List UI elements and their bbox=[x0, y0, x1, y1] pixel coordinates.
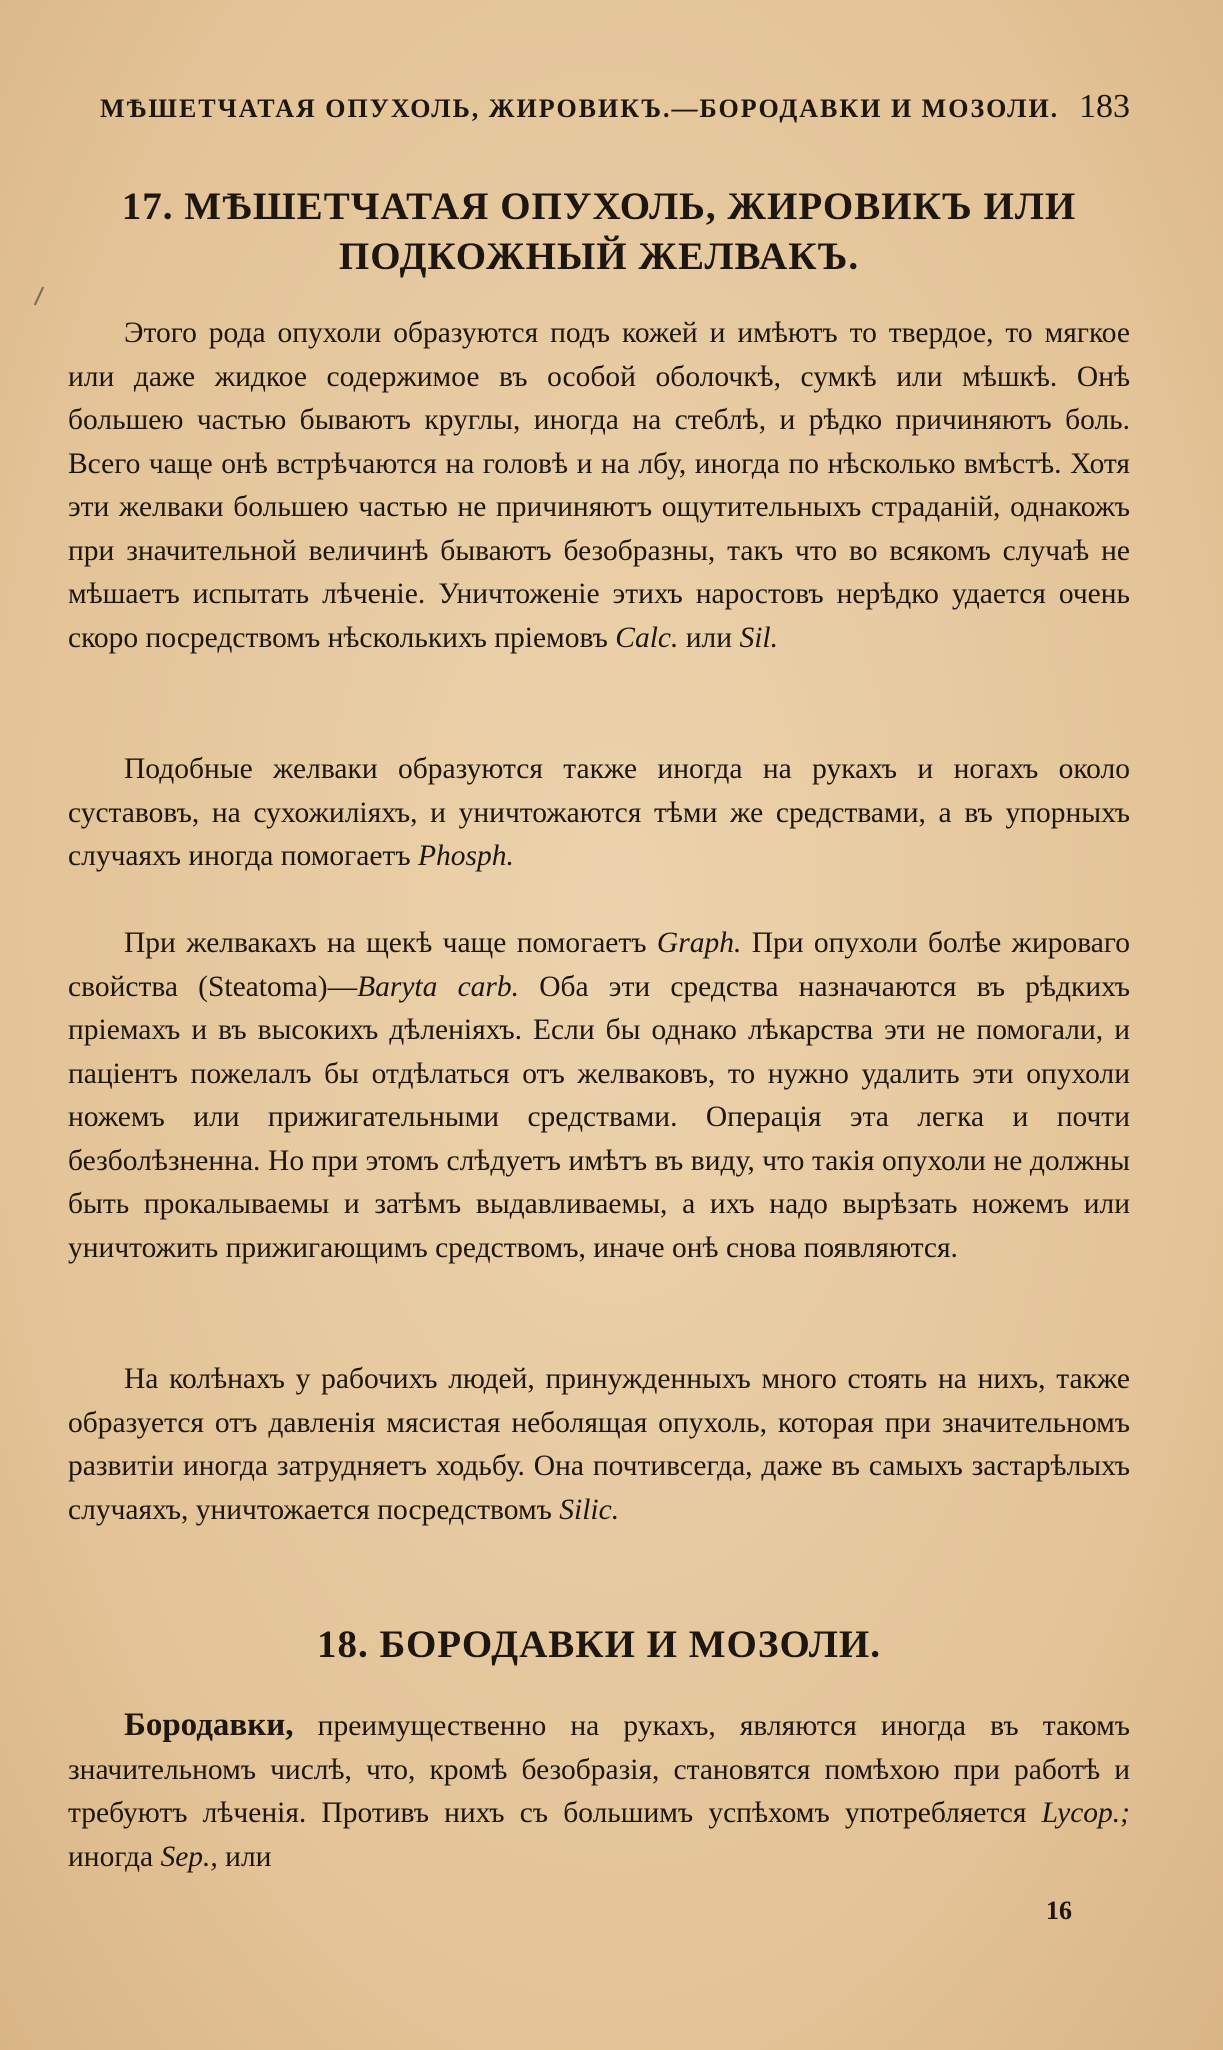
paragraph-1 bbox=[68, 312, 1130, 660]
remedy-sep: Sep., bbox=[160, 1840, 218, 1873]
paragraph-3-text-c: Оба эти средства назначаются въ рѣдкихъ пріемахъ и въ высокихъ дѣленіяхъ. Если бы однако лѣкарства эти не помогали, и паціентъ пожелалъ бы отдѣлаться отъ желваковъ, то нужно удалить эти опухоли ножемъ или прижигательными средствами. Операція эта легка и почти безболѣзненна. Но при этомъ слѣдуетъ имѣтъ въ виду, что такія опухоли не должны быть прокалываемы и затѣмъ выдавливаемы, а ихъ надо вырѣзать ножемъ или уничтожить прижигающимъ средствомъ, иначе онѣ снова появляются. bbox=[68, 970, 1130, 1264]
section-17-title-line2: ПОДКОЖНЫЙ ЖЕЛВАКЪ. bbox=[338, 235, 860, 278]
remedy-sil: Sil. bbox=[739, 621, 778, 654]
running-head bbox=[100, 88, 1130, 125]
remedy-baryta-carb: Baryta carb. bbox=[357, 970, 520, 1003]
remedy-lycop: Lycop.; bbox=[1041, 1797, 1131, 1829]
running-head-text: МѢШЕТЧАТАЯ ОПУХОЛЬ, ЖИРОВИКЪ.—БОРОДАВКИ И МОЗОЛИ. bbox=[100, 94, 1060, 123]
section-18-title: 18. БОРОДАВКИ И МОЗОЛИ. bbox=[316, 1623, 882, 1666]
paragraph-3-text-b: При опухоли болѣе жироваго свойства (Steatoma)— bbox=[68, 927, 1131, 1003]
paragraph-5 bbox=[68, 1704, 1130, 1879]
margin-mark bbox=[34, 287, 44, 306]
section-17-title bbox=[68, 182, 1130, 282]
paragraph-5-text-a: преимущественно на рукахъ, являются иногда въ такомъ значительномъ числѣ, что, кромѣ безобразія, становятся помѣхою при работѣ и требуютъ лѣченія. Противъ нихъ съ большимъ успѣхомъ употребляется bbox=[68, 1710, 1130, 1829]
page-number: 183 bbox=[1079, 88, 1130, 125]
paragraph-1-text: Этого рода опухоли образуются подъ кожей и имѣютъ то твердое, то мягкое или даже жидкое содержимое въ особой оболочкѣ, сумкѣ или мѣшкѣ. Онѣ большею частью бываютъ круглы, иногда на стеблѣ, и рѣдко причиняютъ боль. Всего чаще онѣ встрѣчаются на головѣ и на лбу, иногда по нѣсколько вмѣстѣ. Хотя эти желваки большею частью не причиняютъ ощутительныхъ страданій, однакожъ при значительной величинѣ бываютъ безобразны, такъ что во всякомъ случаѣ не мѣшаетъ испытать лѣченіе. Уничтоженіе этихъ наростовъ нерѣдко удается очень скоро посредствомъ нѣсколькихъ пріемовъ bbox=[68, 317, 1130, 654]
remedy-calc: Calc. bbox=[615, 621, 679, 654]
lead-word: Бородавки, bbox=[124, 1707, 294, 1743]
paragraph-2 bbox=[68, 748, 1130, 879]
paragraph-3-text-a: При желвакахъ на щекѣ чаще помогаетъ bbox=[124, 927, 647, 959]
paragraph-5-text-b: иногда bbox=[68, 1840, 154, 1873]
paragraph-3 bbox=[68, 922, 1130, 1270]
remedy-silic: Silic. bbox=[559, 1493, 620, 1526]
remedy-graph: Graph. bbox=[656, 927, 742, 959]
word-or: или bbox=[685, 621, 733, 654]
remedy-phosph: Phosph. bbox=[417, 840, 514, 872]
paragraph-4-text: На колѣнахъ у рабочихъ людей, принужденныхъ много стоять на нихъ, также образуется отъ давленія мясистая неболящая опухоль, которая при значительномъ развитіи иногда затрудняетъ ходьбу. Она почтивсегда, даже въ самыхъ застарѣлыхъ случаяхъ, уничтожается посредствомъ bbox=[68, 1363, 1130, 1526]
signature-mark: 16 bbox=[1046, 1896, 1072, 1925]
paragraph-5-text-c: или bbox=[225, 1840, 272, 1873]
section-17-title-line1: 17. МѢШЕТЧАТАЯ ОПУХОЛЬ, ЖИРОВИКЪ ИЛИ bbox=[121, 185, 1077, 228]
paragraph-2-text: Подобные желваки образуются также иногда на рукахъ и ногахъ около суставовъ, на сухожиліяхъ, и уничтожаются тѣми же средствами, а въ упорныхъ случаяхъ иногда помогаетъ bbox=[68, 753, 1130, 872]
paragraph-4 bbox=[68, 1358, 1130, 1532]
